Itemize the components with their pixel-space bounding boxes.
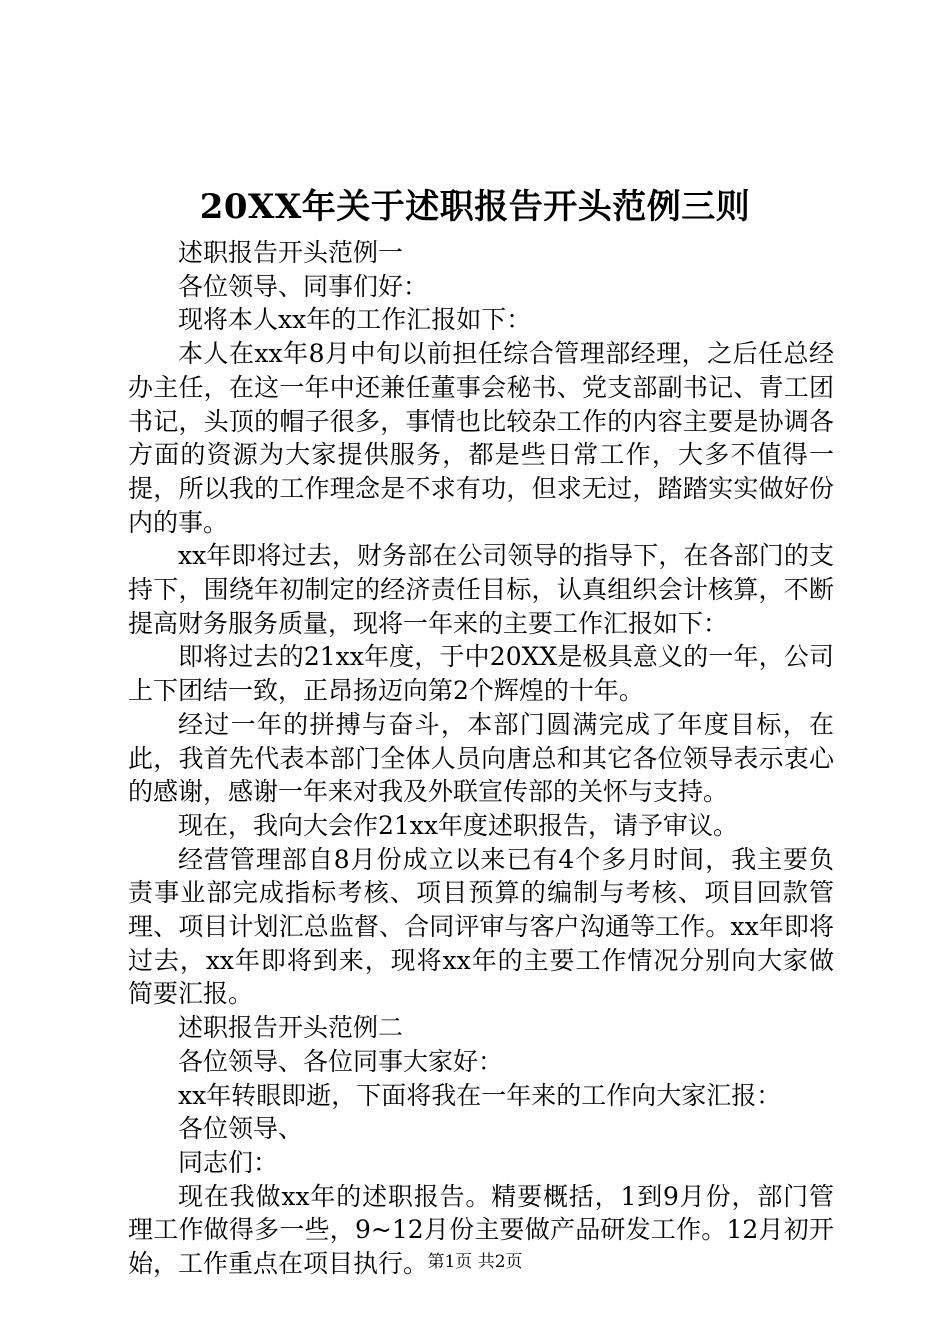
paragraph: 经营管理部自8月份成立以来已有4个多月时间，我主要负责事业部完成指标考核、项目预算的编制与考核、项目回款管理、项目计划汇总监督、合同评审与客户沟通等工作。xx年即将过去，xx年即将到来，现将xx年的主要工作情况分别向大家做简要汇报。 [128, 844, 834, 1009]
paragraph: xx年即将过去，财务部在公司领导的指导下，在各部门的支持下，围绕年初制定的经济责任目标，认真组织会计核算，不断提高财务服务质量，现将一年来的主要工作汇报如下： [128, 541, 834, 638]
paragraph: 本人在xx年8月中旬以前担任综合管理部经理，之后任总经办主任，在这一年中还兼任董事会秘书、党支部副书记、青工团书记，头顶的帽子很多，事情也比较杂工作的内容主要是协调各方面的资源为大家提供服务，都是些日常工作，大多不值得一提，所以我的工作理念是不求有功，但求无过，踏踏实实做好份内的事。 [128, 339, 834, 537]
paragraph: 同志们： [178, 1147, 279, 1177]
paragraph: xx年转眼即逝，下面将我在一年来的工作向大家汇报： [178, 1080, 782, 1110]
paragraph: 现将本人xx年的工作汇报如下： [178, 305, 532, 335]
paragraph: 经过一年的拼搏与奋斗，本部门圆满完成了年度目标，在此，我首先代表本部门全体人员向唐总和其它各位领导表示衷心的感谢，感谢一年来对我及外联宣传部的关怀与支持。 [128, 709, 834, 807]
paragraph: 现在我做xx年的述职报告。精要概括，1到9月份，部门管理工作做得多一些，9~12月份主要做产品研发工作。12月初开始，工作重点在项目执行。 [128, 1181, 834, 1279]
paragraph: 各位领导、各位同事大家好： [178, 1046, 504, 1076]
paragraph: 各位领导、同事们好： [178, 271, 429, 301]
page-footer: 第1页 共2页 [427, 1252, 523, 1272]
document-body [128, 236, 834, 1281]
document-title: 20XX年关于述职报告开头范例三则 [199, 187, 751, 227]
paragraph: 现在，我向大会作21xx年度述职报告，请予审议。 [178, 810, 739, 840]
paragraph: 各位领导、 [178, 1114, 304, 1144]
paragraph: 述职报告开头范例二 [178, 1013, 404, 1043]
paragraph: 述职报告开头范例一 [178, 238, 404, 267]
paragraph: 即将过去的21xx年度，于中20XX是极具意义的一年，公司上下团结一致，正昂扬迈向第2个辉煌的十年。 [128, 642, 834, 706]
